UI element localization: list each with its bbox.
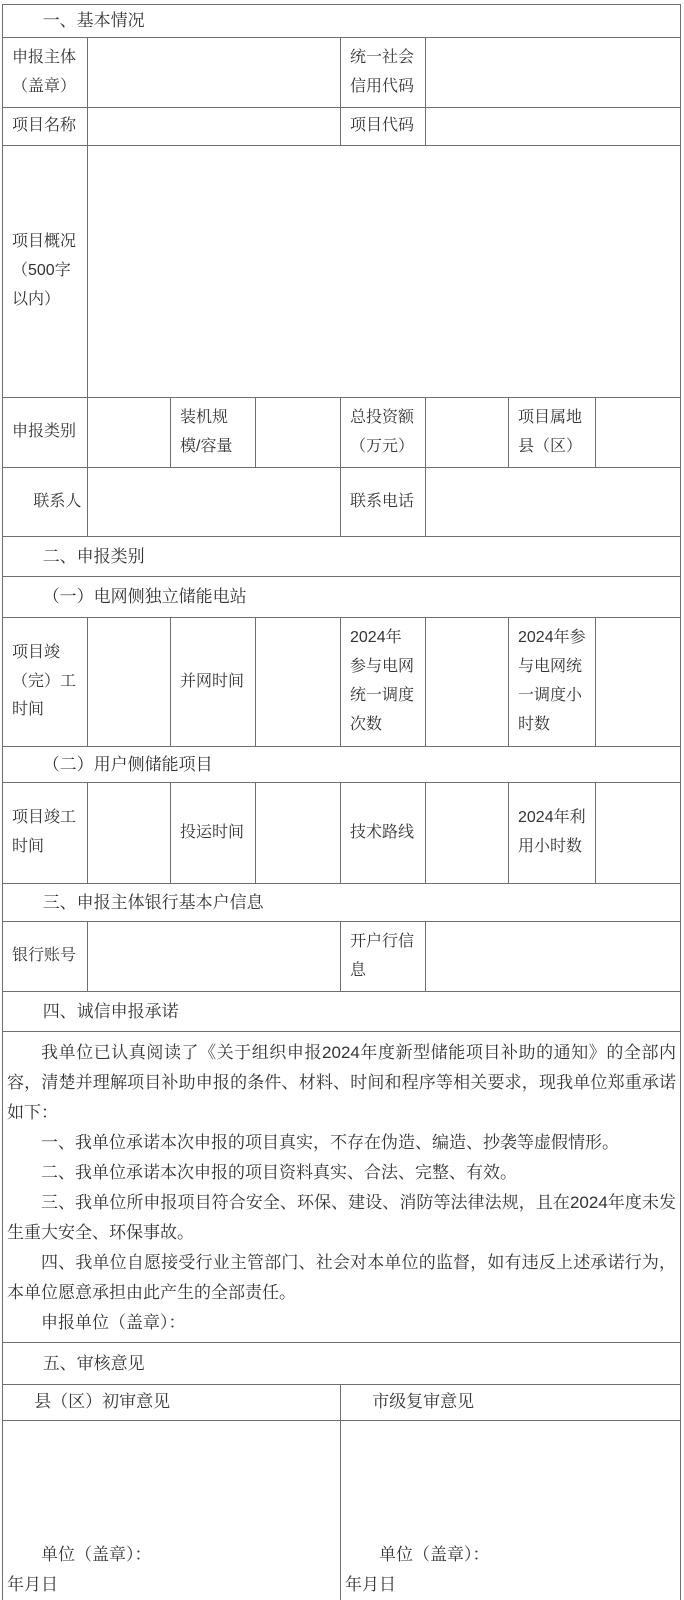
project-name-field	[88, 108, 341, 146]
grid-connection-label: 并网时间	[171, 618, 256, 747]
subsidy-application-form-table	[2, 4, 681, 1600]
applicant-seal-field	[88, 38, 341, 108]
section-row-category	[3, 537, 681, 577]
section-row-review	[3, 1343, 681, 1385]
county-review-cell	[3, 1421, 341, 1600]
capacity-label: 装机规模/容量	[171, 398, 256, 468]
section-row-commitment	[3, 992, 681, 1032]
commitment-paragraph-1: 一、我单位承诺本次申报的项目真实，不存在伪造、编造、抄袭等虚假情形。	[41, 1133, 619, 1152]
commitment-applicant-seal-line: 申报单位（盖章）：	[41, 1313, 186, 1332]
commitment-text-cell	[3, 1032, 681, 1343]
grid-completion-field	[88, 618, 171, 747]
user-completion-field	[88, 783, 171, 884]
project-overview-label: 项目概况（500字以内）	[3, 146, 88, 398]
subsection-header-user-side: （二）用户侧储能项目	[3, 747, 681, 783]
section-header-commitment: 四、诚信申报承诺	[3, 992, 681, 1032]
section-row-basic-info	[3, 5, 681, 38]
section-header-category: 二、申报类别	[3, 537, 681, 577]
county-review-date-label: 年月日	[7, 1575, 58, 1594]
grid-completion-label: 项目竣（完）工时间	[3, 618, 88, 747]
commitment-paragraph-intro: 我单位已认真阅读了《关于组织申报2024年度新型储能项目补助的通知》的全部内容，清楚并理解项目补助申报的条件、材料、时间和程序等相关要求，现我单位郑重承诺如下：	[7, 1043, 677, 1122]
project-code-label: 项目代码	[341, 108, 426, 146]
operation-time-field	[256, 783, 341, 884]
commitment-paragraph-4: 四、我单位自愿接受行业主管部门、社会对本单位的监督，如有违反上述承诺行为，本单位愿意承担由此产生的全部责任。	[7, 1253, 677, 1302]
subsection-row-grid-side	[3, 577, 681, 618]
subsection-header-grid-side: （一）电网侧独立储能电站	[3, 577, 681, 618]
county-review-header: 县（区）初审意见	[3, 1385, 341, 1421]
project-overview-field	[88, 146, 681, 398]
section-header-basic-info: 一、基本情况	[3, 5, 681, 38]
commitment-paragraph-3: 三、我单位所申报项目符合安全、环保、建设、消防等法律法规，且在2024年度未发生重大安全、环保事故。	[7, 1193, 677, 1242]
investment-field	[426, 398, 509, 468]
commitment-paragraph-2: 二、我单位承诺本次申报的项目资料真实、合法、完整、有效。	[41, 1163, 517, 1182]
row-project-overview	[3, 146, 681, 398]
project-code-field	[426, 108, 681, 146]
utilization-hours-field	[596, 783, 681, 884]
row-commitment-text	[3, 1032, 681, 1343]
dispatch-count-label: 2024年参与电网统一调度次数	[341, 618, 426, 747]
city-review-header: 市级复审意见	[341, 1385, 681, 1421]
row-grid-side-details	[3, 618, 681, 747]
tech-route-field	[426, 783, 509, 884]
dispatch-count-field	[426, 618, 509, 747]
row-category-capacity	[3, 398, 681, 468]
utilization-hours-label: 2024年利用小时数	[509, 783, 596, 884]
city-review-date-label: 年月日	[345, 1575, 396, 1594]
contact-person-label: 联系人	[3, 468, 88, 537]
bank-account-field	[88, 922, 341, 992]
contact-person-field	[88, 468, 341, 537]
dispatch-hours-label: 2024年参与电网统一调度小时数	[509, 618, 596, 747]
contact-phone-label: 联系电话	[341, 468, 426, 537]
applicant-seal-label: 申报主体（盖章）	[3, 38, 88, 108]
user-completion-label: 项目竣工时间	[3, 783, 88, 884]
county-label: 项目属地县（区）	[509, 398, 596, 468]
city-review-cell	[341, 1421, 681, 1600]
investment-label: 总投资额（万元）	[341, 398, 426, 468]
county-field	[596, 398, 681, 468]
row-review-cells	[3, 1421, 681, 1600]
row-applicant	[3, 38, 681, 108]
bank-account-label: 银行账号	[3, 922, 88, 992]
credit-code-label: 统一社会信用代码	[341, 38, 426, 108]
bank-branch-field	[426, 922, 681, 992]
capacity-field	[256, 398, 341, 468]
row-project-name	[3, 108, 681, 146]
contact-phone-field	[426, 468, 681, 537]
row-user-side-details	[3, 783, 681, 884]
credit-code-field	[426, 38, 681, 108]
county-review-seal-label: 单位（盖章）：	[41, 1545, 152, 1564]
city-review-seal-label: 单位（盖章）：	[379, 1545, 490, 1564]
category-label: 申报类别	[3, 398, 88, 468]
bank-branch-label: 开户行信息	[341, 922, 426, 992]
row-contact	[3, 468, 681, 537]
grid-connection-field	[256, 618, 341, 747]
section-row-bank-info	[3, 884, 681, 922]
operation-time-label: 投运时间	[171, 783, 256, 884]
subsection-row-user-side	[3, 747, 681, 783]
dispatch-hours-field	[596, 618, 681, 747]
row-bank-account	[3, 922, 681, 992]
project-name-label: 项目名称	[3, 108, 88, 146]
tech-route-label: 技术路线	[341, 783, 426, 884]
section-header-review: 五、审核意见	[3, 1343, 681, 1385]
section-header-bank-info: 三、申报主体银行基本户信息	[3, 884, 681, 922]
category-field	[88, 398, 171, 468]
row-review-headers	[3, 1385, 681, 1421]
